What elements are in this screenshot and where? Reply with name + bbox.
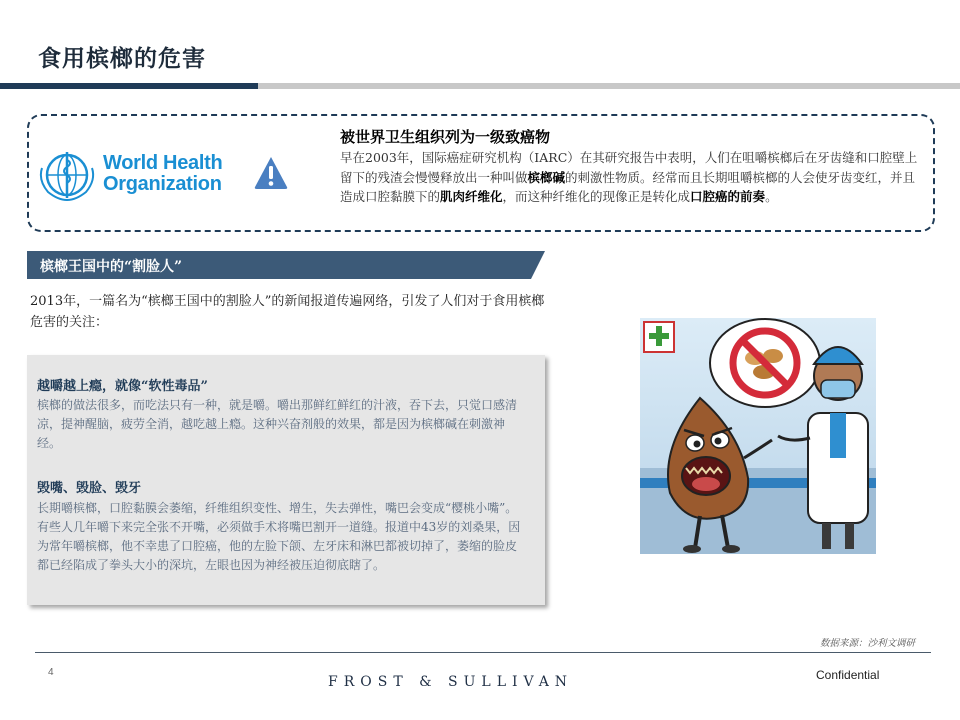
data-source: 数据来源：沙利文调研	[820, 638, 916, 649]
warning-icon	[253, 155, 289, 191]
betel-nut-illustration	[640, 318, 876, 554]
who-heading: 被世界卫生组织列为一级致癌物	[340, 128, 551, 146]
point-heading-addiction: 越嚼越上瘾，就像“软性毒品”	[37, 379, 208, 394]
section-tag-label: 槟榔王国中的“割脸人”	[40, 259, 183, 275]
section-intro: 2013年，一篇名为“槟榔王国中的割脸人”的新闻报道传遍网络，引发了人们对于食用槟榔危害的关注：	[30, 294, 545, 330]
confidential-label: Confidential	[816, 668, 880, 682]
who-body-text: 早在2003年，国际癌症研究机构（IARC）在其研究报告中表明，人们在咀嚼槟榔后在牙齿缝和口腔壁上留下的残渣会慢慢释放出一种叫做槟榔碱的刺激性物质。经常而且长期咀嚼槟榔的人会使牙齿变红，并且造成口腔黏膜下的肌肉纤维化，而这种纤维化的现像正是转化成口腔癌的前奏。	[340, 150, 918, 204]
header-bar-dark	[0, 83, 258, 89]
header-bar-light	[258, 83, 960, 89]
frost-sullivan-logo: FROST & SULLIVAN	[328, 674, 574, 690]
point-heading-damage: 毁嘴、毁脸、毁牙	[37, 481, 142, 496]
who-emblem-icon	[37, 148, 99, 202]
point-body-addiction: 槟榔的做法很多，而吃法只有一种，就是嚼。嚼出那鲜红鲜红的汁液，吞下去，只觉口感清凉，提神醒脑，疲劳全消，越吃越上瘾。这种兴奋剂般的效果，都是因为槟榔碱在刺激神经。	[37, 398, 518, 450]
point-body-damage: 长期嚼槟榔，口腔黏膜会萎缩，纤维组织变性、增生，失去弹性，嘴巴会变成“樱桃小嘴”。有些人几年嚼下来完全张不开嘴，必须做手术将嘴巴割开一道缝。报道中43岁的刘桑果，因为常年嚼槟榔，他不幸患了口腔癌，他的左脸下颌、左牙床和淋巴都被切掉了，萎缩的脸皮都已经陷成了拳头大小的深坑，左眼也因为神经被压迫彻底瞎了。	[37, 501, 521, 572]
who-logo-text: World Health Organization	[103, 152, 223, 195]
footer-divider	[35, 652, 931, 653]
page-number: 4	[48, 667, 54, 678]
page-title: 食用槟榔的危害	[38, 45, 206, 72]
